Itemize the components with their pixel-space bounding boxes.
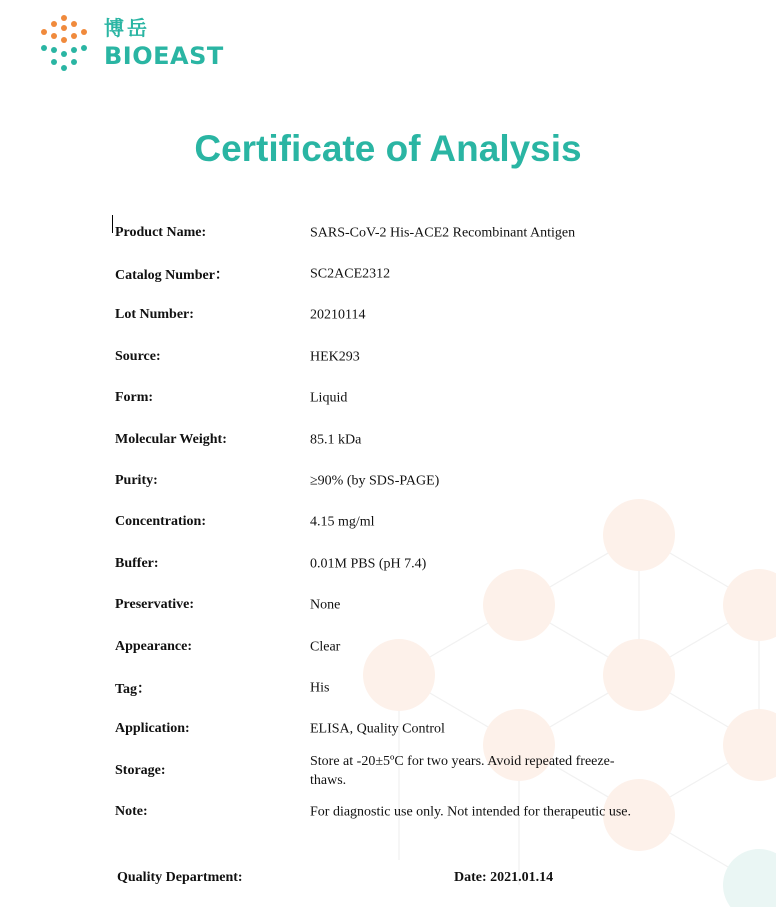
text-cursor xyxy=(112,215,113,233)
field-row xyxy=(115,460,675,501)
field-row xyxy=(115,750,675,791)
field-row xyxy=(115,791,675,832)
page-title: Certificate of Analysis xyxy=(194,128,582,169)
field-label: Catalog Number： xyxy=(115,268,229,284)
field-row xyxy=(115,336,675,377)
field-label: Tag： xyxy=(115,681,152,697)
field-row xyxy=(115,378,675,419)
field-label: Appearance: xyxy=(115,638,192,654)
field-row xyxy=(115,626,675,667)
field-label: Concentration: xyxy=(115,514,206,530)
field-row xyxy=(115,709,675,750)
field-value: For diagnostic use only. Not intended for therapeutic use. xyxy=(310,804,632,820)
field-label: Buffer: xyxy=(115,555,159,571)
field-value: 0.01M PBS (pH 7.4) xyxy=(310,556,427,572)
field-label: Lot Number: xyxy=(115,307,194,323)
field-label: Form: xyxy=(115,390,154,406)
field-row xyxy=(115,543,675,584)
field-value: HEK293 xyxy=(310,349,360,365)
field-value: SC2ACE2312 xyxy=(310,266,391,282)
field-label: Purity: xyxy=(115,473,158,489)
field-label: Application: xyxy=(115,721,190,737)
field-value: 20210114 xyxy=(310,307,366,323)
field-row xyxy=(115,212,675,253)
field-row xyxy=(115,295,675,336)
field-label: Molecular Weight: xyxy=(115,431,227,447)
field-value: ≥90% (by SDS-PAGE) xyxy=(310,473,440,489)
field-value: His xyxy=(310,680,330,696)
field-value: None xyxy=(310,597,341,613)
field-value: 85.1 kDa xyxy=(310,432,362,448)
field-row xyxy=(115,253,675,294)
field-row xyxy=(115,667,675,708)
bioeast-dot-logo-icon xyxy=(40,14,88,72)
field-value: SARS-CoV-2 His-ACE2 Recombinant Antigen xyxy=(310,225,576,241)
field-value: Clear xyxy=(310,639,341,655)
logo-english-name: BIOEAST xyxy=(104,42,224,70)
field-label: Note: xyxy=(115,804,148,820)
quality-department-label: Quality Department: xyxy=(117,870,243,885)
field-row xyxy=(115,419,675,460)
field-label: Product Name: xyxy=(115,224,207,240)
field-value: Liquid xyxy=(310,390,348,406)
analysis-field-list xyxy=(115,212,675,833)
field-row xyxy=(115,502,675,543)
field-value: Store at -20±5ºC for two years. Avoid repeated freeze-thaws. xyxy=(310,753,615,788)
field-label: Preservative: xyxy=(115,597,195,613)
field-value: 4.15 mg/ml xyxy=(310,514,375,530)
field-label: Source: xyxy=(115,348,161,364)
field-row xyxy=(115,585,675,626)
field-value: ELISA, Quality Control xyxy=(310,721,445,737)
logo-chinese-name: 博岳 xyxy=(104,16,150,40)
certificate-date: Date: 2021.01.14 xyxy=(454,870,554,885)
field-label: Storage: xyxy=(115,762,166,778)
bioeast-logo xyxy=(40,14,224,72)
